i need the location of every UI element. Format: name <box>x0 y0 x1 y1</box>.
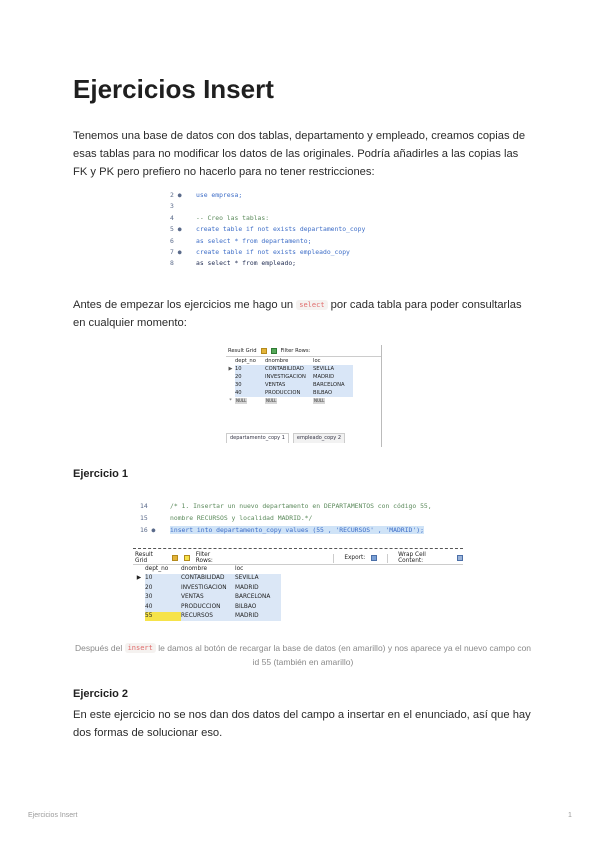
column-header: loc <box>235 566 244 572</box>
code-line <box>170 258 400 269</box>
code-line <box>170 236 400 247</box>
column-header: dept_no <box>235 358 256 364</box>
text: Después del <box>74 643 125 653</box>
text: le damos al botón de recargar la base de datos (en amarillo) y nos aparece ya el nuevo campo con id 55 (también en amarillo) <box>155 643 532 667</box>
table-row-new-55: 55 RECURSOS MADRID <box>133 612 463 621</box>
code-line <box>140 512 470 524</box>
grid-toolbar <box>133 552 463 565</box>
grid-icon <box>172 555 178 561</box>
table-row: 20 INVESTIGACION MADRID <box>226 373 381 381</box>
line-number: 15 <box>140 514 148 522</box>
tab-empleado-copy: empleado_copy 2 <box>293 433 345 443</box>
code-text: as select * from empleado; <box>196 259 297 268</box>
row-marker: ▶ <box>228 366 233 372</box>
wrap-icon <box>457 555 463 561</box>
result-tabs <box>226 433 345 443</box>
wrap-cell-content-label: Wrap Cell Content: <box>398 552 426 564</box>
line-number: 16 ● <box>140 526 156 534</box>
table-row: ▶ 10 CONTABILIDAD SEVILLA <box>133 574 463 583</box>
export-label: Export: <box>344 555 366 561</box>
code-line <box>170 224 400 235</box>
refresh-icon <box>271 348 277 354</box>
code-line <box>140 500 470 512</box>
line-number: 5 ● <box>170 225 182 234</box>
table-header <box>133 565 463 574</box>
toolbar-separator <box>387 554 388 563</box>
toolbar-separator <box>333 554 334 563</box>
table-row: 20 INVESTIGACION MADRID <box>133 584 463 593</box>
page-number: 1 <box>568 812 572 819</box>
line-number: 3 <box>170 202 174 211</box>
figure-caption <box>73 641 533 669</box>
row-marker: ▶ <box>136 575 142 582</box>
table-row: 30 VENTAS BARCELONA <box>133 593 463 602</box>
inline-code: select <box>296 300 327 310</box>
line-number: 4 <box>170 213 174 222</box>
table-row-new <box>226 397 381 405</box>
code-comment: nombre RECURSOS y localidad MADRID.*/ <box>170 514 313 522</box>
code-text: use empresa; <box>196 191 243 199</box>
table-row: ▶ 10 CONTABILIDAD SEVILLA <box>226 365 381 373</box>
code-text: create table if not exists empleado_copy <box>196 247 350 256</box>
null-cell: NULL <box>266 398 277 403</box>
filter-rows-label: Filter Rows: <box>195 552 213 564</box>
grid-icon <box>261 348 267 354</box>
column-header: dnombre <box>181 566 208 572</box>
result-grid-screenshot-1 <box>226 345 382 447</box>
new-row-marker: * <box>229 398 232 404</box>
table-row: 30 VENTAS BARCELONA <box>226 381 381 389</box>
code-line <box>170 190 400 201</box>
text: Antes de empezar los ejercicios me hago un <box>73 299 297 311</box>
result-grid-label: Result Grid <box>228 347 257 354</box>
line-number: 8 <box>170 259 174 268</box>
table-row: 40 PRODUCCION BILBAO <box>133 603 463 612</box>
code-text-selected: insert into departamento_copy values (55 , 'RECURSOS' , 'MADRID'); <box>170 526 424 534</box>
column-header: loc <box>313 358 321 364</box>
divider <box>133 548 463 549</box>
heading-ejercicio-1: Ejercicio 1 <box>73 468 129 480</box>
tab-departamento-copy: departamento_copy 1 <box>226 433 289 443</box>
column-header: dnombre <box>265 358 289 364</box>
column-header: dept_no <box>145 566 169 572</box>
page-title: Ejercicios Insert <box>73 74 274 104</box>
grid-toolbar <box>226 345 381 357</box>
table-header <box>226 357 381 365</box>
heading-ejercicio-2: Ejercicio 2 <box>73 688 129 700</box>
code-text: create table if not exists departamento_copy <box>196 225 366 234</box>
code-block-create-tables <box>170 190 400 280</box>
table-row: 40 PRODUCCION BILBAO <box>226 389 381 397</box>
inline-code: insert <box>125 643 156 653</box>
code-comment: -- Creo las tablas: <box>196 213 270 222</box>
line-number: 7 ● <box>170 247 182 256</box>
line-number: 6 <box>170 236 174 245</box>
code-line <box>170 247 400 258</box>
text: por cada tabla para poder consultarlas en cualquier momento: <box>73 299 522 329</box>
null-cell: NULL <box>314 398 325 403</box>
select-paragraph <box>73 296 533 332</box>
line-number: 2 ● <box>170 191 182 199</box>
highlighted-id-cell: 55 <box>145 612 181 621</box>
null-cell: NULL <box>236 398 247 403</box>
code-text: as select * from departamento; <box>196 236 312 245</box>
result-grid-label: Result Grid <box>135 552 153 564</box>
export-icon <box>371 555 377 561</box>
code-line <box>170 201 400 212</box>
ejercicio-2-paragraph: En este ejercicio no se nos dan dos datos del campo a insertar en el enunciado, así que hay dos formas de solucionar eso. <box>73 709 531 739</box>
code-comment: /* 1. Insertar un nuevo departamento en DEPARTAMENTOS con código 55, <box>170 502 432 510</box>
refresh-icon <box>184 555 190 561</box>
result-grid-screenshot-2 <box>133 548 463 636</box>
code-line <box>140 524 470 536</box>
footer-title: Ejercicios Insert <box>28 812 78 819</box>
filter-rows-label: Filter Rows: <box>280 347 311 354</box>
code-line <box>170 213 400 224</box>
intro-paragraph: Tenemos una base de datos con dos tablas, departamento y empleado, creamos copias de esas tablas para no modificar los datos de las originales. Podría añadirles a las copias las FK y PK pero prefiero no hacerlo para no tener restricciones: <box>73 130 526 178</box>
code-block-insert <box>140 500 470 542</box>
line-number: 14 <box>140 502 148 510</box>
